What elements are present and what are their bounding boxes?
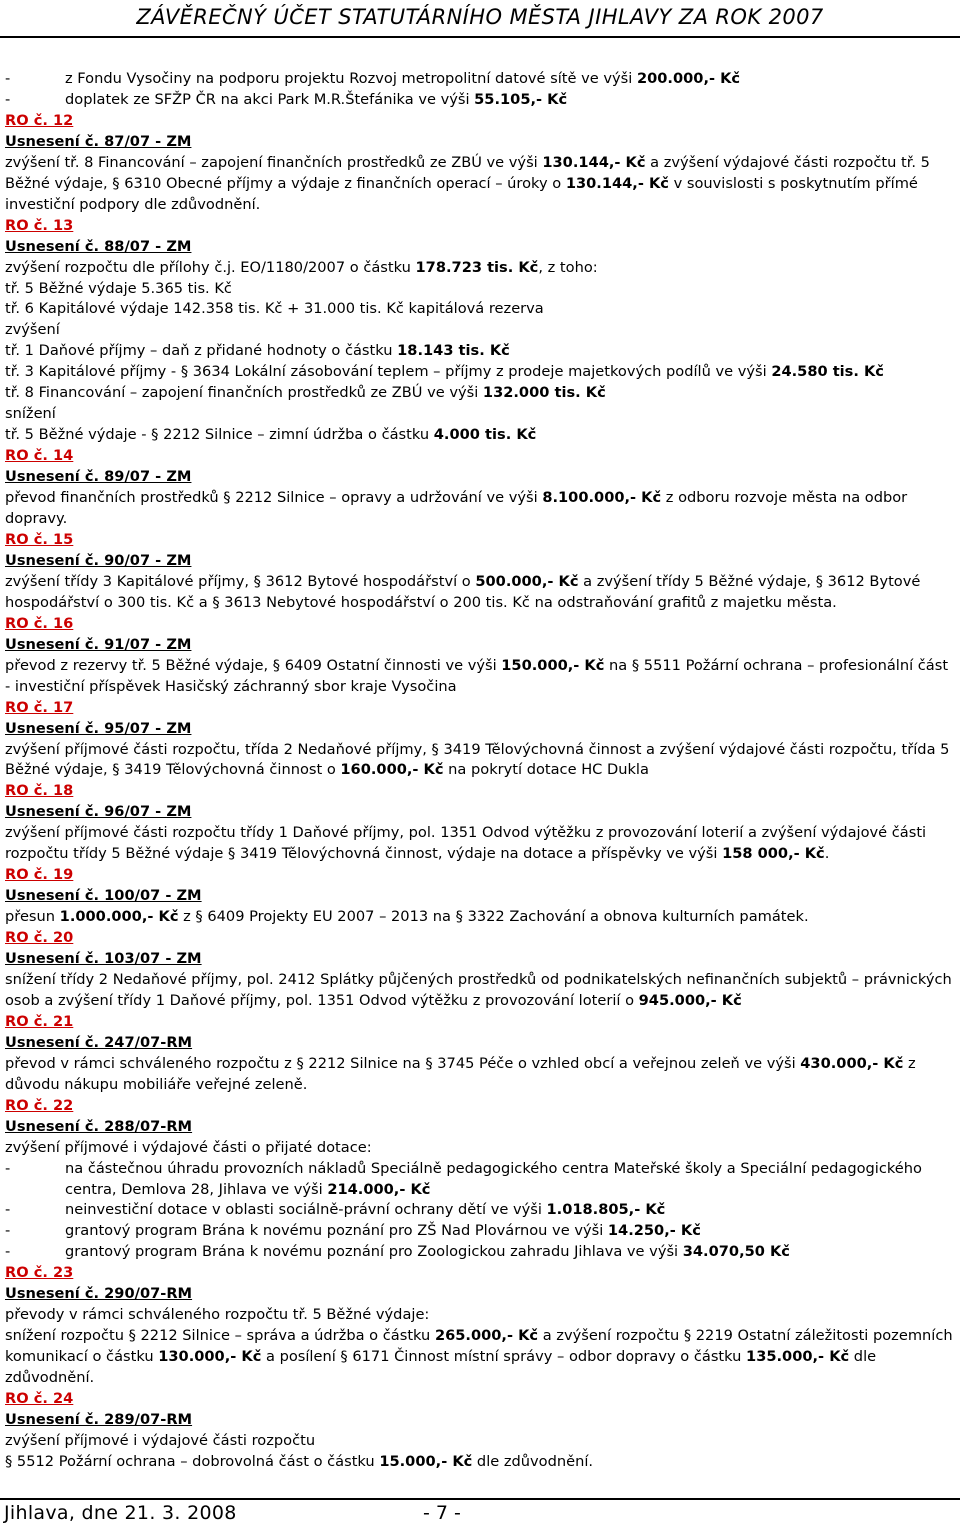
list-item: - z Fondu Vysočiny na podporu projektu Rozvoj metropolitní datové sítě ve výši 200.000,- Kč (5, 70, 741, 87)
ro-heading: RO č. 14 (5, 447, 74, 465)
paragraph: zvýšení příjmové části rozpočtu, třída 2 Nedaňové příjmy, § 3419 Tělovýchovná činnost a zvýšení výdajové části rozpočtu, třída 5 Běžné výdaje, § 3419 Tělovýchovná činnost o 160.000,- Kč na pokrytí dotace HC Dukla (5, 740, 950, 779)
page-header (0, 0, 960, 34)
paragraph: tř. 5 Běžné výdaje 5.365 tis. Kč (5, 279, 232, 297)
list-item: - grantový program Brána k novému poznání pro Zoologickou zahradu Jihlava ve výši 34.070,50 Kč (5, 1243, 790, 1261)
paragraph: tř. 3 Kapitálové příjmy - § 3634 Lokální zásobování teplem – příjmy z prodeje majetkových podílů ve výši 24.580 tis. Kč (5, 363, 884, 381)
paragraph: tř. 8 Financování – zapojení finančních prostředků ze ZBÚ ve výši 132.000 tis. Kč (5, 384, 606, 402)
ro-heading: RO č. 18 (5, 782, 74, 800)
footer-divider (0, 1498, 960, 1500)
resolution-heading: Usnesení č. 89/07 - ZM (5, 468, 192, 486)
list-item: - na částečnou úhradu provozních nákladů Speciálně pedagogického centra Mateřské školy a Speciální pedagogického centra, Demlova 28, Jihlava ve výši 214.000,- Kč (5, 1159, 922, 1198)
paragraph: převod z rezervy tř. 5 Běžné výdaje, § 6409 Ostatní činnosti ve výši 150.000,- Kč na § 5511 Požární ochrana – profesionální část - investiční příspěvek Hasičský záchranný sbor kraje Vysočina (5, 656, 949, 695)
resolution-heading: Usnesení č. 87/07 - ZM (5, 132, 192, 150)
ro-heading: RO č. 20 (5, 929, 74, 947)
paragraph: převody v rámci schváleného rozpočtu tř. 5 Běžné výdaje: (5, 1306, 430, 1324)
resolution-heading: Usnesení č. 288/07-RM (5, 1117, 193, 1135)
resolution-heading: Usnesení č. 95/07 - ZM (5, 719, 192, 737)
paragraph: přesun 1.000.000,- Kč z § 6409 Projekty EU 2007 – 2013 na § 3322 Zachování a obnova kulturních památek. (5, 908, 809, 926)
paragraph: tř. 6 Kapitálové výdaje 142.358 tis. Kč + 31.000 tis. Kč kapitálová rezerva (5, 300, 544, 318)
ro-heading: RO č. 13 (5, 216, 74, 234)
paragraph: snížení třídy 2 Nedaňové příjmy, pol. 2412 Splátky půjčených prostředků od podnikatelských nefinančních subjektů – právnických osob a zvýšení třídy 1 Daňové příjmy, pol. 1351 Odvod výtěžku z provozování loterií o 945.000,- Kč (5, 970, 952, 1009)
paragraph: zvýšení příjmové i výdajové části rozpočtu (5, 1431, 316, 1449)
ro-heading: RO č. 19 (5, 866, 74, 884)
resolution-heading: Usnesení č. 88/07 - ZM (5, 237, 192, 255)
resolution-heading: Usnesení č. 91/07 - ZM (5, 635, 192, 653)
paragraph: zvýšení rozpočtu dle přílohy č.j. EO/1180/2007 o částku 178.723 tis. Kč, z toho: (5, 258, 598, 276)
paragraph: tř. 5 Běžné výdaje - § 2212 Silnice – zimní údržba o částku 4.000 tis. Kč (5, 426, 537, 444)
paragraph: zvýšení příjmové části rozpočtu třídy 1 Daňové příjmy, pol. 1351 Odvod výtěžku z provozování loterií a zvýšení výdajové části rozpočtu třídy 5 Běžné výdaje § 3419 Tělovýchovná činnost, výdaje na dotace a příspěvky ve výši 158 000,- Kč. (5, 824, 927, 863)
page-number: - 7 - (423, 1502, 461, 1524)
document-body (5, 69, 955, 1473)
ro-heading: RO č. 23 (5, 1264, 74, 1282)
paragraph: převod v rámci schváleného rozpočtu z § 2212 Silnice na § 3745 Péče o vzhled obcí a veřejnou zeleň ve výši 430.000,- Kč z důvodu nákupu mobiliáře veřejné zeleně. (5, 1054, 916, 1093)
list-item: - grantový program Brána k novému poznání pro ZŠ Nad Plovárnou ve výši 14.250,- Kč (5, 1222, 701, 1240)
ro-heading: RO č. 17 (5, 698, 74, 716)
ro-heading: RO č. 16 (5, 614, 74, 632)
paragraph: zvýšení tř. 8 Financování – zapojení finančních prostředků ze ZBÚ ve výši 130.144,- Kč a zvýšení výdajové části rozpočtu tř. 5 Běžné výdaje, § 6310 Obecné příjmy a výdaje z finančních operací – úroky o 130.144,- Kč v souvislosti s poskytnutím přímé investiční podpory dle zdůvodnění. (5, 153, 930, 213)
paragraph: převod finančních prostředků § 2212 Silnice – opravy a udržování ve výši 8.100.000,- Kč z odboru rozvoje města na odbor dopravy. (5, 489, 908, 528)
paragraph: snížení (5, 405, 56, 423)
ro-heading: RO č. 21 (5, 1012, 74, 1030)
list-item: - doplatek ze SFŽP ČR na akci Park M.R.Štefánika ve výši 55.105,- Kč (5, 90, 568, 108)
paragraph: tř. 1 Daňové příjmy – daň z přidané hodnoty o částku 18.143 tis. Kč (5, 342, 510, 360)
resolution-heading: Usnesení č. 103/07 - ZM (5, 950, 202, 968)
ro-heading: RO č. 15 (5, 530, 74, 548)
resolution-heading: Usnesení č. 247/07-RM (5, 1033, 193, 1051)
list-item: - neinvestiční dotace v oblasti sociálně-právní ochrany dětí ve výši 1.018.805,- Kč (5, 1201, 666, 1219)
document-title: ZÁVĚREČNÝ ÚČET STATUTÁRNÍHO MĚSTA JIHLAVY ZA ROK 2007 (136, 5, 824, 29)
resolution-heading: Usnesení č. 289/07-RM (5, 1411, 193, 1428)
ro-heading: RO č. 24 (5, 1390, 74, 1408)
paragraph: snížení rozpočtu § 2212 Silnice – správa a údržba o částku 265.000,- Kč a zvýšení rozpočtu § 2219 Ostatní záležitosti pozemních komunikací o částku 130.000,- Kč a posílení § 6171 Činnost místní správy – odbor dopravy o částku 135.000,- Kč dle zdůvodnění. (5, 1327, 953, 1387)
ro-heading: RO č. 22 (5, 1096, 74, 1114)
paragraph: zvýšení příjmové i výdajové části o přijaté dotace: (5, 1138, 372, 1156)
ro-heading: RO č. 12 (5, 111, 74, 129)
resolution-heading: Usnesení č. 90/07 - ZM (5, 551, 192, 569)
header-divider (0, 36, 960, 38)
paragraph: zvýšení třídy 3 Kapitálové příjmy, § 3612 Bytové hospodářství o 500.000,- Kč a zvýšení třídy 5 Běžné výdaje, § 3612 Bytové hospodářství o 300 tis. Kč a § 3613 Nebytové hospodářství o 200 tis. Kč na odstraňování grafitů z majetku města. (5, 572, 921, 611)
footer-city-date: Jihlava, dne 21. 3. 2008 (4, 1502, 237, 1524)
paragraph: § 5512 Požární ochrana – dobrovolná část o částku 15.000,- Kč dle zdůvodnění. (5, 1452, 594, 1470)
resolution-heading: Usnesení č. 100/07 - ZM (5, 887, 202, 905)
page-footer (0, 1502, 960, 1524)
resolution-heading: Usnesení č. 96/07 - ZM (5, 803, 192, 821)
resolution-heading: Usnesení č. 290/07-RM (5, 1285, 193, 1303)
paragraph: zvýšení (5, 321, 60, 339)
